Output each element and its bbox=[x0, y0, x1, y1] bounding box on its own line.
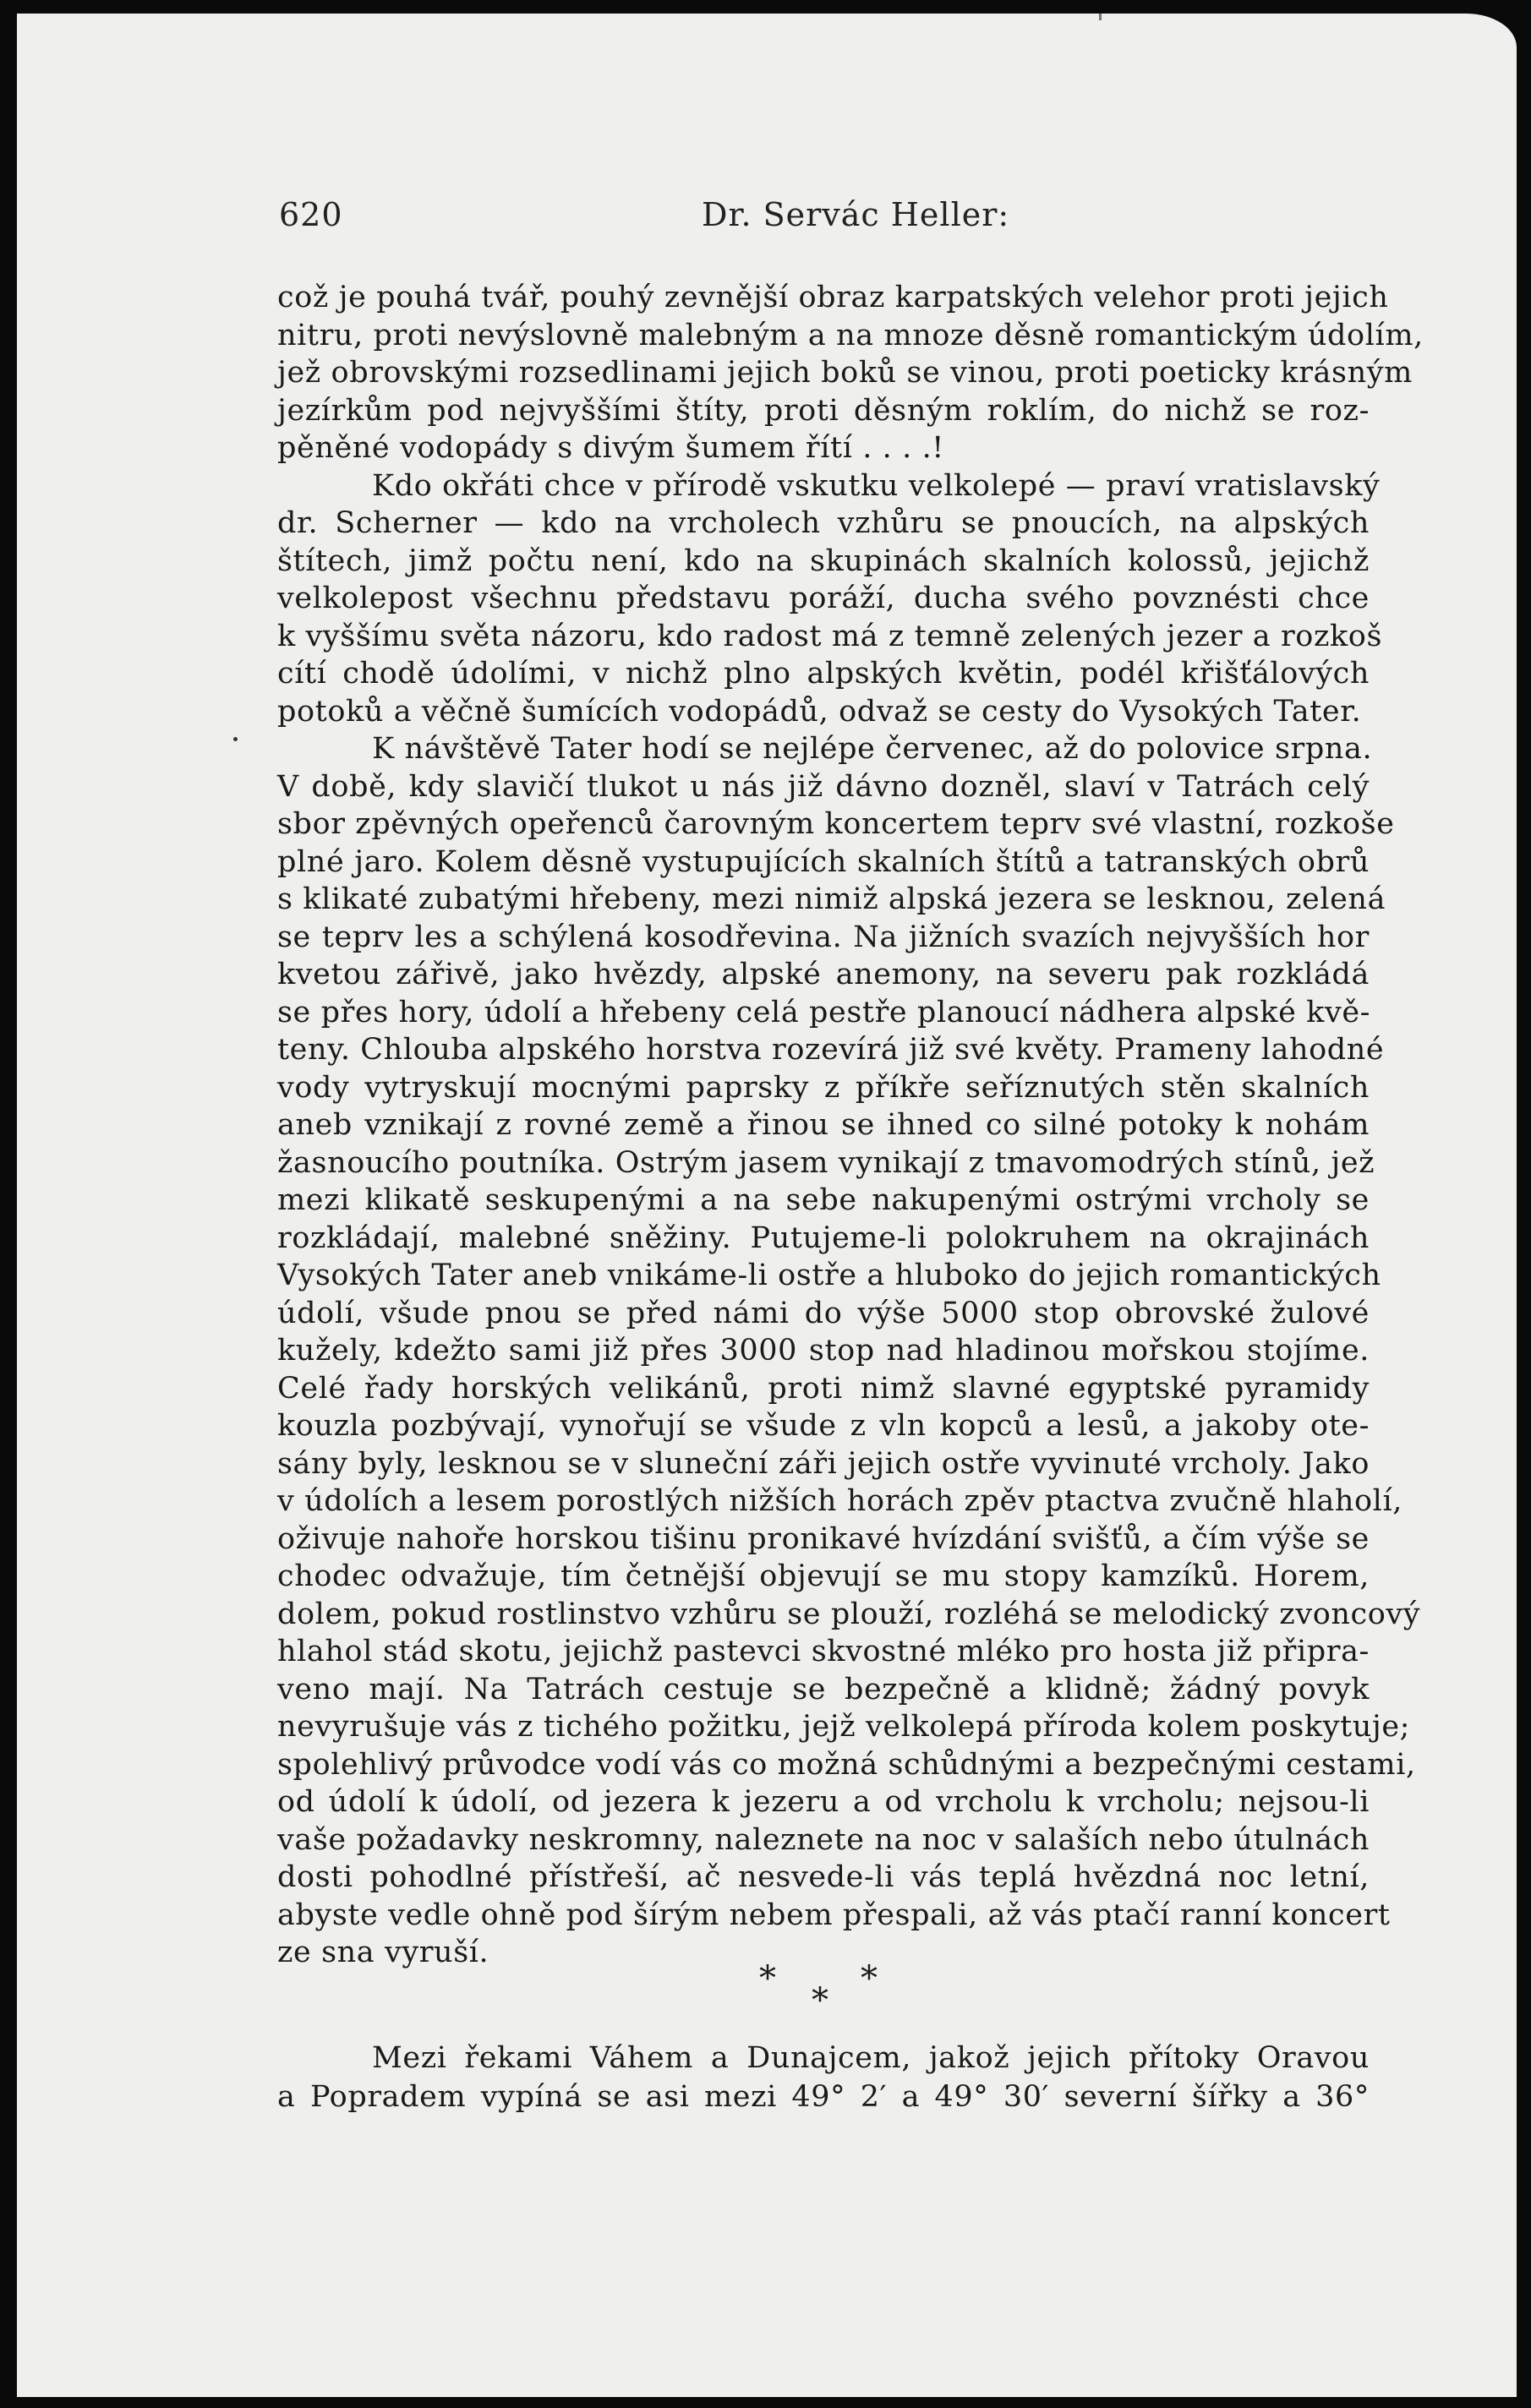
text-line: Kdo okřáti chce v přírodě vskutku velkolepé — praví vratislavský bbox=[372, 468, 1381, 503]
text-line: dolem, pokud rostlinstvo vzhůru se plouží, rozléhá se melodický zvoncový bbox=[277, 1597, 1421, 1631]
text-line: k vyššímu světa názoru, kdo radost má z temně zelených jezer a rozkoš bbox=[277, 619, 1383, 653]
text-line: Celé řady horských velikánů, proti nimž slavné egyptské pyramidy bbox=[277, 1371, 1370, 1406]
text-line: plné jaro. Kolem děsně vystupujících skalních štítů a tatranských obrů bbox=[277, 844, 1370, 879]
scan-speck bbox=[233, 737, 238, 741]
section-text bbox=[277, 2039, 1370, 2116]
text-line: velkolepost všechnu představu poráží, ducha svého povznésti chce bbox=[277, 582, 1370, 615]
text-line: kouzla pozbývají, vynořují se všude z vln kopců a lesů, a jakoby ote- bbox=[277, 1409, 1370, 1443]
text-line: abyste vedle ohně pod šírým nebem přespali, až vás ptačí ranní koncert bbox=[277, 1897, 1391, 1932]
text-line: rozkládají, malebné sněžiny. Putujeme-li polokruhem na okrajinách bbox=[277, 1220, 1370, 1255]
running-head: Dr. Servác Heller: bbox=[702, 196, 1010, 233]
text-line: hlahol stád skotu, jejichž pastevci skvostné mléko pro hosta již připra- bbox=[277, 1635, 1370, 1668]
text-line: K návštěvě Tater hodí se nejlépe červenec, až do polovice srpna. bbox=[372, 732, 1373, 766]
page-header bbox=[279, 196, 1370, 247]
text-line: nitru, proti nevýslovně malebným a na mnoze děsně romantickým údolím, bbox=[277, 318, 1424, 352]
text-line: veno mají. Na Tatrách cestuje se bezpečně a klidně; žádný povyk bbox=[277, 1672, 1370, 1706]
text-line: aneb vznikají z rovné země a řinou se ihned co silné potoky k nohám bbox=[277, 1108, 1370, 1142]
text-line: jezírkům pod nejvyššími štíty, proti děsným roklím, do nichž se roz- bbox=[277, 393, 1370, 428]
text-line: vaše požadavky neskromny, naleznete na noc v salaších nebo útulnách bbox=[277, 1822, 1370, 1857]
text-line: žasnoucího poutníka. Ostrým jasem vynikají z tmavomodrých stínů, jež bbox=[277, 1145, 1375, 1180]
text-line: se teprv les a schýlená kosodřevina. Na jižních svazích nejvyšších hor bbox=[277, 920, 1370, 954]
text-line: v údolích a lesem porostlých nižších horách zpěv ptactva zvučně hlaholí, bbox=[277, 1484, 1403, 1518]
text-line: kužely, kdežto sami již přes 3000 stop nad hladinou mořskou stojíme. bbox=[277, 1334, 1370, 1368]
text-line: V době, kdy slavičí tlukot u nás již dávno dozněl, slaví v Tatrách celý bbox=[277, 769, 1370, 804]
text-line: od údolí k údolí, od jezera k jezeru a od vrcholu k vrcholu; nejsou-li bbox=[277, 1785, 1370, 1819]
text-line: dosti pohodlné přístřeší, ač nesvede-li vás teplá hvězdná noc letní, bbox=[277, 1860, 1370, 1894]
text-line: se přes hory, údolí a hřebeny celá pestře planoucí nádhera alpské kvě- bbox=[277, 995, 1371, 1029]
text-line: pěněné vodopády s divým šumem řítí . . . .! bbox=[277, 431, 944, 465]
asterisk: * bbox=[759, 1959, 776, 1998]
text-line: kvetou zářivě, jako hvězdy, alpské anemony, na severu pak rozkládá bbox=[277, 958, 1370, 991]
text-line: sány byly, lesknou se v sluneční záři jejich ostře vyvinuté vrcholy. Jako bbox=[277, 1446, 1370, 1481]
text-line: sbor zpěvných opeřenců čarovným koncertem teprv své vlastní, rozkoše bbox=[277, 807, 1395, 841]
text-line: oživuje nahoře horskou tišinu pronikavé hvízdání svišťů, a čím výše se bbox=[277, 1521, 1370, 1556]
text-line: teny. Chlouba alpského horstva rozevírá již své květy. Prameny lahodné bbox=[277, 1033, 1385, 1067]
page-number: 620 bbox=[279, 196, 343, 233]
text-line: Mezi řekami Váhem a Dunajcem, jakož jejich přítoky Oravou bbox=[372, 2041, 1370, 2075]
text-line: jež obrovskými rozsedlinami jejich boků se vinou, proti poeticky krásným bbox=[277, 356, 1413, 390]
text-line: vody vytryskují mocnými paprsky z příkře seříznutých stěn skalních bbox=[277, 1070, 1370, 1105]
text-line: potoků a věčně šumících vodopádů, odvaž se cesty do Vysokých Tater. bbox=[277, 694, 1362, 729]
text-line: štítech, jimž počtu není, kdo na skupinách skalních kolossů, jejichž bbox=[277, 543, 1370, 578]
text-line: spolehlivý průvodce vodí vás co možná schůdnými a bezpečnými cestami, bbox=[277, 1747, 1416, 1782]
asterisk: * bbox=[861, 1959, 878, 1998]
scan-edge-mark bbox=[1099, 14, 1102, 20]
text-line: dr. Scherner — kdo na vrcholech vzhůru se pnoucích, na alpských bbox=[277, 506, 1370, 540]
text-line: chodec odvažuje, tím četnější objevují se mu stopy kamzíků. Horem, bbox=[277, 1559, 1370, 1593]
body-text bbox=[277, 279, 1424, 1972]
text-line: údolí, všude pnou se před námi do výše 5000 stop obrovské žulové bbox=[277, 1296, 1370, 1330]
text-line: a Popradem vypíná se asi mezi 49° 2′ a 49° 30′ severní šířky a 36° bbox=[277, 2080, 1370, 2114]
text-line: což je pouhá tvář, pouhý zevnější obraz karpatských velehor proti jejich bbox=[277, 281, 1389, 314]
text-line: nevyrušuje vás z tichého požitku, jejž velkolepá příroda kolem poskytuje; bbox=[277, 1710, 1411, 1744]
text-line: cítí chodě údolími, v nichž plno alpských květin, podél křišťálových bbox=[277, 657, 1370, 691]
text-line: mezi klikatě seskupenými a na sebe nakupenými ostrými vrcholy se bbox=[277, 1183, 1370, 1217]
text-line: s klikaté zubatými hřebeny, mezi nimiž alpská jezera se lesknou, zelená bbox=[277, 882, 1386, 916]
asterisk: * bbox=[812, 1981, 828, 2020]
text-line: Vysokých Tater aneb vnikáme-li ostře a hluboko do jejich romantických bbox=[277, 1259, 1381, 1292]
text-line: ze sna vyruší. bbox=[277, 1936, 489, 1969]
section-separator bbox=[735, 1959, 905, 2020]
